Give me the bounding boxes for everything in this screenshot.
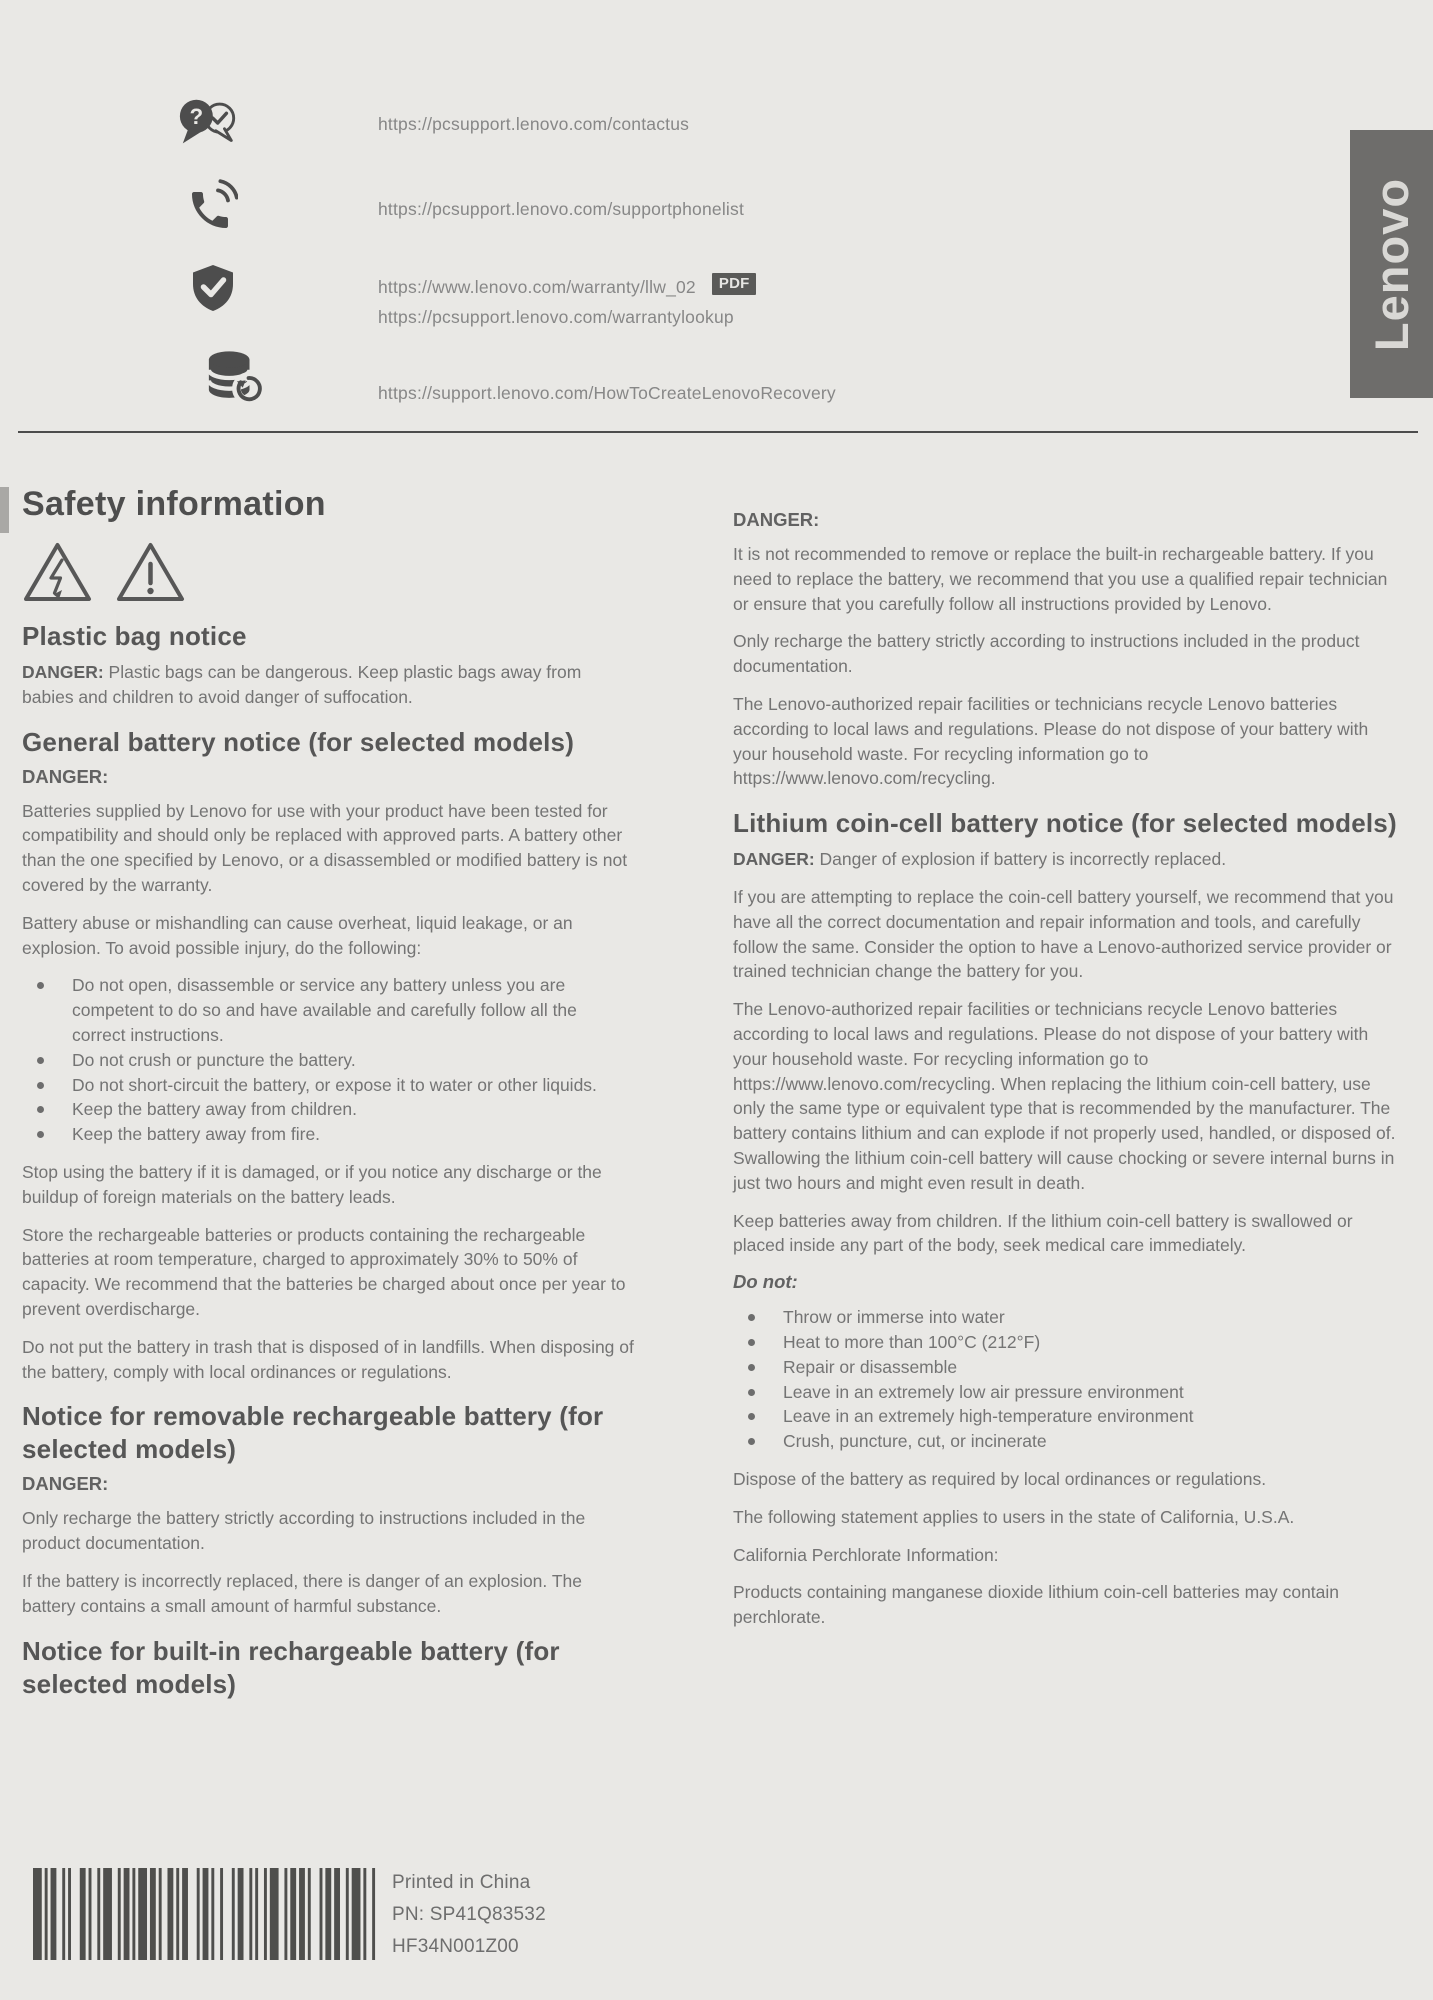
footer-text xyxy=(392,1867,546,1963)
lenovo-logo-text: Lenovo xyxy=(1365,177,1418,351)
section-heading: Notice for removable rechargeable battery (for selected models) xyxy=(22,1401,604,1465)
svg-text:?: ? xyxy=(189,103,204,129)
footer-line: PN: SP41Q83532 xyxy=(392,1904,546,1925)
paragraph: Dispose of the battery as required by local ordinances or regulations. xyxy=(733,1468,1267,1489)
paragraph: Battery abuse or mishandling can cause overheat, liquid leakage, or an explosion. To avoid possible injury, do the following: xyxy=(22,912,573,958)
bullet-item: Keep the battery away from children. xyxy=(22,1097,634,1122)
right-column xyxy=(733,506,1400,1643)
shield-check-icon xyxy=(190,256,236,325)
recovery-url: https://support.lenovo.com/HowToCreateLenovoRecovery xyxy=(378,383,836,403)
paragraph: Products containing manganese dioxide lithium coin-cell batteries may contain perchlorate. xyxy=(733,1582,1340,1628)
pdf-badge: PDF xyxy=(712,273,757,295)
bullet-item: Do not crush or puncture the battery. xyxy=(22,1048,634,1073)
section-heading: General battery notice (for selected models) xyxy=(22,726,575,757)
electrical-hazard-icon xyxy=(22,540,93,604)
paragraph: Store the rechargeable batteries or products containing the rechargeable batteries at room temperature, charged to approximately 30% to 50% of capacity. We recommend that the batteries be charged about once per year to prevent overdischarge. xyxy=(22,1224,626,1319)
bullet-item: Keep the battery away from fire. xyxy=(22,1122,634,1147)
paragraph: Stop using the battery if it is damaged, or if you notice any discharge or the buildup of foreign materials on the battery leads. xyxy=(22,1161,602,1207)
danger-label: DANGER: xyxy=(733,509,820,530)
bullet-item: Do not short-circuit the battery, or expose it to water or other liquids. xyxy=(22,1073,634,1098)
header-divider xyxy=(18,431,1418,433)
bullet-item: Heat to more than 100°C (212°F) xyxy=(733,1330,1400,1355)
paragraph: Do not put the battery in trash that is disposed of in landfills. When disposing of the battery, comply with local ordinances or regulations. xyxy=(22,1336,634,1382)
paragraph: It is not recommended to remove or replace the built-in rechargeable battery. If you need to replace the battery, we recommend that you use a qualified repair technician or ensure that you carefully follow all instructions provided by Lenovo. xyxy=(733,544,1388,614)
paragraph: If you are attempting to replace the coin-cell battery yourself, we recommend that you have all the correct documentation and repair information and tools, and carefully follow the same. Consider the option to have a Lenovo-authorized service provider or trained technician change the battery for you. xyxy=(733,886,1394,982)
paragraph: The following statement applies to users in the state of California, U.S.A. xyxy=(733,1506,1295,1527)
general-warning-icon xyxy=(115,540,186,604)
paragraph: DANGER: Danger of explosion if battery is incorrectly replaced. xyxy=(733,849,1227,870)
section-marker xyxy=(0,487,9,533)
page-title: Safety information xyxy=(22,485,326,523)
lenovo-logo xyxy=(1350,130,1433,398)
support-phone-url: https://pcsupport.lenovo.com/supportphonelist xyxy=(378,199,745,219)
paragraph: Keep batteries away from children. If the lithium coin-cell battery is swallowed or placed inside any part of the body, seek medical care immediately. xyxy=(733,1210,1353,1256)
paragraph: The Lenovo-authorized repair facilities or technicians recycle Lenovo batteries according to local laws and regulations. Please do not dispose of your battery with your household waste. For recycling information go to https://www.lenovo.com/recycling. When replacing the lithium coin-cell battery, use only the same type or equivalent type that is recommended by the manufacturer. The battery contains lithium and can explode if not properly used, handled, or disposed of. Swallowing the lithium coin-cell battery will cause chocking or severe internal burns in just two hours and might even result in death. xyxy=(733,999,1396,1193)
paragraph: California Perchlorate Information: xyxy=(733,1544,999,1565)
warranty-url: https://www.lenovo.com/warranty/llw_02 xyxy=(378,277,696,297)
paragraph: Only recharge the battery strictly according to instructions included in the product documentation. xyxy=(733,631,1360,677)
bullet-item: Do not open, disassemble or service any battery unless you are competent to do so and have available and carefully follow all the correct instructions. xyxy=(22,973,634,1047)
bullet-list xyxy=(733,1305,1400,1454)
section-heading: Notice for built-in rechargeable battery (for selected models) xyxy=(22,1635,560,1699)
paragraph: The Lenovo-authorized repair facilities or technicians recycle Lenovo batteries according to local laws and regulations. Please do not dispose of your battery with your household waste. For recycling information go to https://www.lenovo.com/recycling. xyxy=(733,693,1369,789)
bullet-item: Leave in an extremely high-temperature environment xyxy=(733,1404,1400,1429)
barcode xyxy=(33,1868,378,1960)
warranty-lookup-url: https://pcsupport.lenovo.com/warrantylookup xyxy=(378,307,734,327)
paragraph: Batteries supplied by Lenovo for use with your product have been tested for compatibility and should only be replaced with approved parts. A battery other than the one specified by Lenovo, or a disassembled or modified battery is not covered by the warranty. xyxy=(22,800,628,895)
paragraph: If the battery is incorrectly replaced, there is danger of an explosion. The battery contains a small amount of harmful substance. xyxy=(22,1570,582,1616)
danger-label: DANGER: xyxy=(22,1473,109,1495)
bullet-item: Leave in an extremely low air pressure environment xyxy=(733,1380,1400,1405)
bullet-item: Crush, puncture, cut, or incinerate xyxy=(733,1429,1400,1454)
footer-line: Printed in China xyxy=(392,1872,531,1893)
contact-url: https://pcsupport.lenovo.com/contactus xyxy=(378,114,690,134)
section-heading: Plastic bag notice xyxy=(22,621,247,651)
do-not-label: Do not: xyxy=(733,1271,798,1293)
bullet-item: Repair or disassemble xyxy=(733,1355,1400,1380)
paragraph: Only recharge the battery strictly according to instructions included in the product documentation. xyxy=(22,1508,586,1554)
chat-question-icon xyxy=(176,96,240,155)
footer-line: HF34N001Z00 xyxy=(392,1936,519,1957)
phone-icon xyxy=(186,178,238,239)
bullet-list xyxy=(22,973,634,1147)
warning-icons xyxy=(22,540,634,604)
danger-label: DANGER: xyxy=(22,765,109,787)
bullet-item: Throw or immerse into water xyxy=(733,1305,1400,1330)
recovery-icon xyxy=(205,348,265,413)
paragraph: DANGER: Plastic bags can be dangerous. Keep plastic bags away from babies and children to avoid danger of suffocation. xyxy=(22,662,582,707)
left-column xyxy=(22,484,634,1708)
section-heading: Lithium coin-cell battery notice (for selected models) xyxy=(733,808,1397,839)
